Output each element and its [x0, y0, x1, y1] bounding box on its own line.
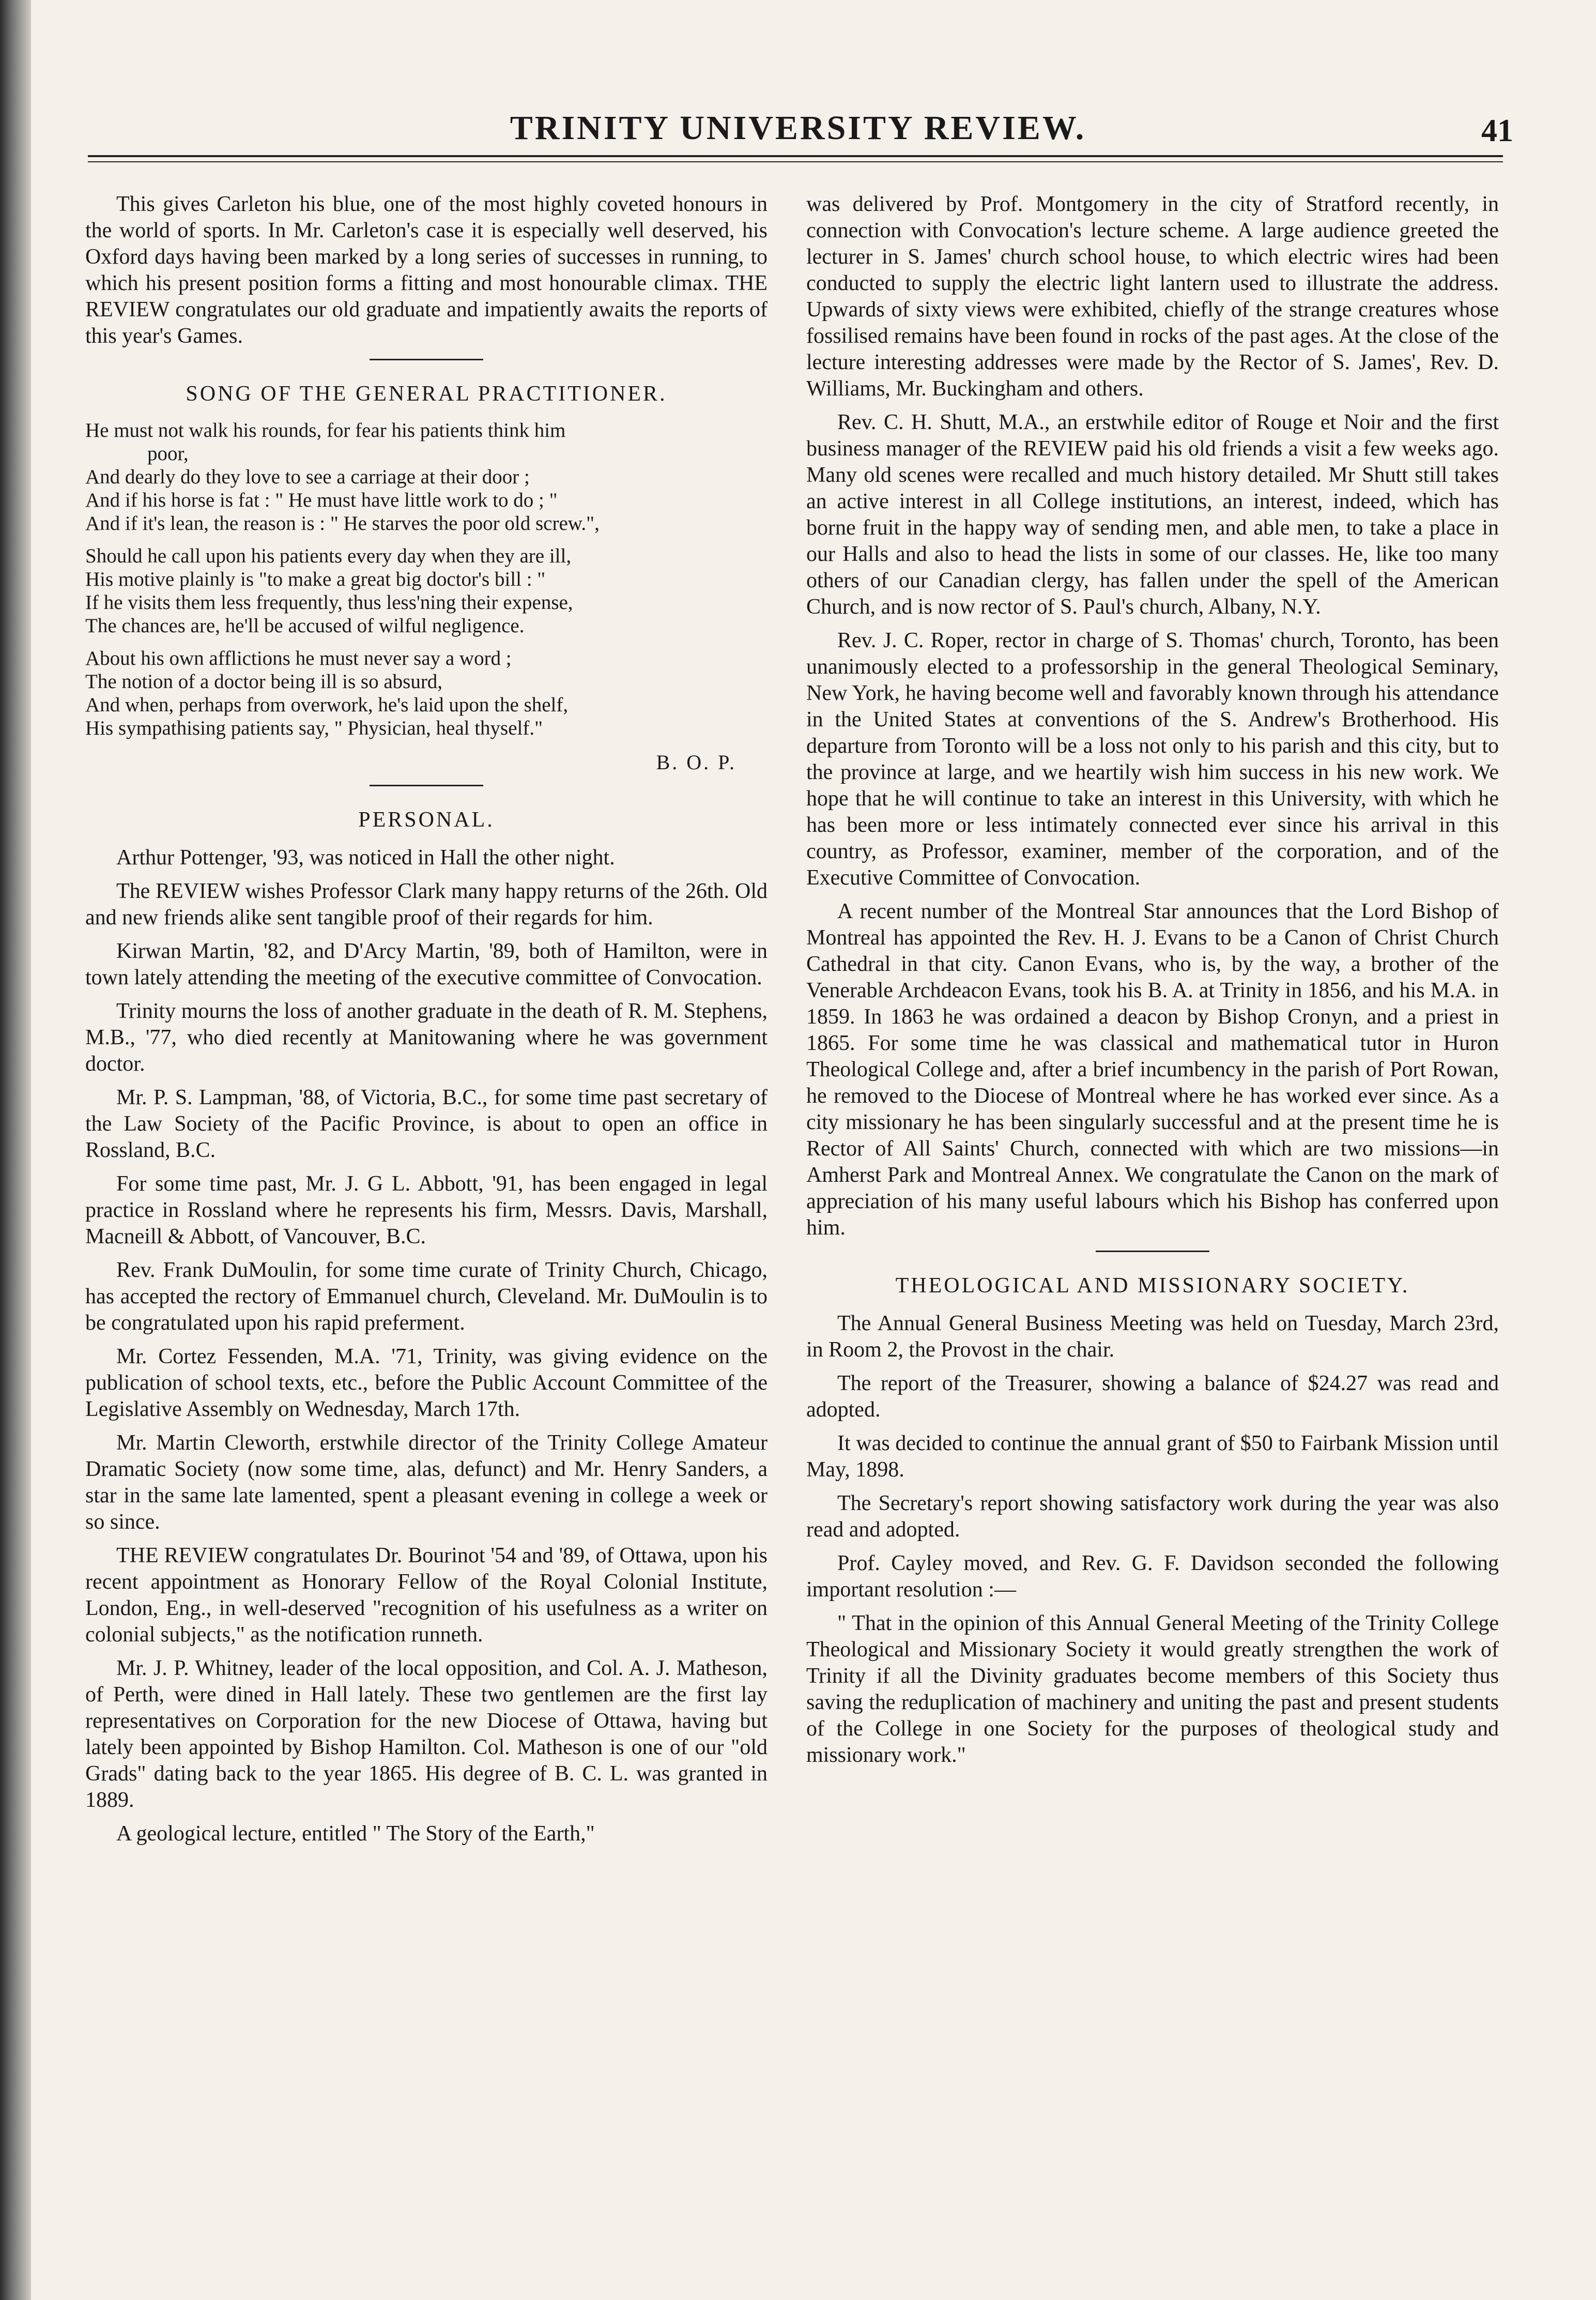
- personal-item: THE REVIEW congratulates Dr. Bourinot '54 and '89, of Ottawa, upon his recent appointment as Honorary Fellow of the Royal Colonial Institute, London, Eng., in well-deserved "recognition of his usefulness as a writer on colonial subjects," as the notification runneth.: [85, 1544, 768, 1647]
- lecture-continuation: was delivered by Prof. Montgomery in the city of Stratford recently, in connection with Convocation's lecture scheme. A large audience greeted the lecturer in S. James' church school house, to which electric wires had been conducted to supply the electric light lantern used to illustrate the address. Upwards of sixty views were exhibited, chiefly of the strange creatures whose fossilised remains have been found in rocks of the past ages. At the close of the lecture interesting addresses were made by the Rector of S. James', Rev. D. Williams, Mr. Buckingham and others.: [806, 192, 1499, 401]
- poem-line: His motive plainly is "to make a great big doctor's bill : ": [85, 568, 546, 590]
- poem-line: If he visits them less frequently, thus less'ning their expense,: [85, 591, 573, 614]
- poem-line: And if his horse is fat : " He must have little work to do ; ": [85, 489, 558, 511]
- personal-item: A geological lecture, entitled " The Story of the Earth,": [116, 1822, 595, 1846]
- roper-paragraph: Rev. J. C. Roper, rector in charge of S. Thomas' church, Toronto, has been unanimously elected to a professorship in the general Theological Seminary, New York, he having become well and favorably known through his attendance in the United States at conventions of the S. Andrew's Brotherhood. His departure from Toronto will be a loss not only to his parish and this city, but to the province at large, and we heartily wish him success in his new work. We hope that he will continue to take an interest in this University, with which he has been more or less intimately connected ever since his arrival in this country, as Professor, examiner, member of the corporation, and of the Executive Committee of Convocation.: [806, 629, 1499, 890]
- right-column: [806, 191, 1499, 1776]
- evans-paragraph: A recent number of the Montreal Star announces that the Lord Bishop of Montreal has appointed the Rev. H. J. Evans to be a Canon of Christ Church Cathedral in that city. Canon Evans, who is, by the way, a brother of the Venerable Archdeacon Evans, took his B. A. at Trinity in 1856, and his M.A. in 1859. In 1863 he was ordained a deacon by Bishop Cronyn, and a priest in 1865. For some time he was classical and mathematical tutor in Huron Theological College and, after a brief incumbency in the parish of Port Rowan, he removed to the Diocese of Montreal where he has worked ever since. As a city missionary he has been singularly successful and at the present time he is Rector of All Saints' Church, connected with which are two missions—in Amherst Park and Montreal Annex. We congratulate the Canon on the mark of appreciation of his many useful labours which his Bishop has conferred upon him.: [806, 900, 1499, 1240]
- personal-item: For some time past, Mr. J. G L. Abbott, '91, has been engaged in legal practice in Rossland where he represents his firm, Messrs. Davis, Marshall, Macneill & Abbott, of Vancouver, B.C.: [85, 1172, 768, 1248]
- section-divider: [1096, 1251, 1209, 1252]
- left-column: [85, 191, 768, 1854]
- header-rule-thin: [88, 161, 1503, 162]
- header-rule-thick: [88, 155, 1503, 157]
- personal-item: Rev. Frank DuMoulin, for some time curate of Trinity Church, Chicago, has accepted the rectory of Emmanuel church, Cleveland. Mr. DuMoulin is to be congratulated upon his rapid preferment.: [85, 1258, 768, 1335]
- shutt-paragraph: Rev. C. H. Shutt, M.A., an erstwhile editor of Rouge et Noir and the first business manager of the REVIEW paid his old friends a visit a few weeks ago. Many old scenes were recalled and much history detailed. Mr Shutt still takes an active interest in all College institutions, an interest, indeed, which has borne fruit in the happy way of sending men, and able men, to take a place in our Halls and also to head the lists in some of our classes. He, like too many others of our Canadian clergy, has fallen under the spell of the American Church, and is now rector of S. Paul's church, Albany, N.Y.: [806, 410, 1499, 619]
- section-divider: [370, 785, 483, 786]
- song-heading: SONG OF THE GENERAL PRACTITIONER.: [186, 382, 667, 406]
- personal-item: Kirwan Martin, '82, and D'Arcy Martin, '89, both of Hamilton, were in town lately attending the meeting of the executive committee of Convocation.: [85, 939, 768, 989]
- poem-line: And when, perhaps from overwork, he's laid upon the shelf,: [85, 694, 569, 716]
- personal-item: Mr. Cortez Fessenden, M.A. '71, Trinity, was giving evidence on the publication of school texts, etc., before the Public Account Committee of the Legislative Assembly on Wednesday, March 17th.: [85, 1345, 768, 1421]
- poem-line: About his own afflictions he must never say a word ;: [85, 647, 512, 669]
- poem-signature: B. O. P.: [656, 751, 736, 774]
- carleton-paragraph: This gives Carleton his blue, one of the most highly coveted honours in the world of sports. In Mr. Carleton's case it is especially well deserved, his Oxford days having been marked by a long series of successes in running, to which his present position forms a fitting and most honourable climax. THE REVIEW congratulates our old graduate and impatiently awaits the reports of this year's Games.: [85, 192, 768, 348]
- page-number: 41: [1481, 113, 1513, 148]
- journal-title: TRINITY UNIVERSITY REVIEW.: [510, 109, 1086, 147]
- poem-stanza-2: [85, 544, 768, 637]
- poem-line: He must not walk his rounds, for fear his patients think him: [85, 419, 566, 441]
- society-item: The Annual General Business Meeting was held on Tuesday, March 23rd, in Room 2, the Provost in the chair.: [806, 1312, 1499, 1362]
- poem-line: Should he call upon his patients every day when they are ill,: [85, 545, 572, 567]
- poem-stanza-3: [85, 647, 768, 740]
- society-heading: THEOLOGICAL AND MISSIONARY SOCIETY.: [895, 1274, 1410, 1298]
- personal-item: Mr. P. S. Lampman, '88, of Victoria, B.C., for some time past secretary of the Law Society of the Pacific Province, is about to open an office in Rossland, B.C.: [85, 1086, 768, 1162]
- society-item: The Secretary's report showing satisfactory work during the year was also read and adopted.: [806, 1491, 1499, 1542]
- poem-line: The chances are, he'll be accused of wilful negligence.: [85, 615, 525, 637]
- personal-item: Trinity mourns the loss of another graduate in the death of R. M. Stephens, M.B., '77, who died recently at Manitowaning where he was government doctor.: [85, 999, 768, 1076]
- society-item: It was decided to continue the annual grant of $50 to Fairbank Mission until May, 1898.: [806, 1431, 1499, 1482]
- section-divider: [370, 359, 483, 360]
- page-binding-edge: [0, 0, 31, 2300]
- poem-line: poor,: [147, 443, 189, 465]
- poem-line: His sympathising patients say, " Physician, heal thyself.": [85, 717, 543, 739]
- poem-line: The notion of a doctor being ill is so absurd,: [85, 671, 443, 693]
- society-resolution: " That in the opinion of this Annual General Meeting of the Trinity College Theological and Missionary Society it would greatly strengthen the work of Trinity if all the Divinity graduates become members of this Society thus saving the reduplication of machinery and uniting the past and present students of the College in one Society for the purposes of theological study and missionary work.": [806, 1611, 1499, 1767]
- personal-item: Mr. Martin Cleworth, erstwhile director of the Trinity College Amateur Dramatic Society (now some time, alas, defunct) and Mr. Henry Sanders, a star in the same late lamented, spent a pleasant evening in college a week or so since.: [85, 1431, 768, 1534]
- poem-stanza-1: [85, 419, 768, 535]
- poem-line: And dearly do they love to see a carriage at their door ;: [85, 466, 530, 488]
- personal-item: Arthur Pottenger, '93, was noticed in Hall the other night.: [116, 846, 615, 870]
- society-item: The report of the Treasurer, showing a balance of $24.27 was read and adopted.: [806, 1372, 1499, 1422]
- personal-item: The REVIEW wishes Professor Clark many happy returns of the 26th. Old and new friends alike sent tangible proof of their regards for him.: [85, 879, 768, 930]
- poem-line: And if it's lean, the reason is : " He starves the poor old screw.",: [85, 512, 600, 535]
- personal-heading: PERSONAL.: [358, 808, 495, 832]
- personal-item: Mr. J. P. Whitney, leader of the local opposition, and Col. A. J. Matheson, of Perth, were dined in Hall lately. These two gentlemen are the first lay representatives on Corporation for the new Diocese of Ottawa, having but lately been appointed by Bishop Hamilton. Col. Matheson is one of our "old Grads" dating back to the year 1865. His degree of B. C. L. was granted in 1889.: [85, 1656, 768, 1812]
- society-item: Prof. Cayley moved, and Rev. G. F. Davidson seconded the following important resolution :—: [806, 1551, 1499, 1602]
